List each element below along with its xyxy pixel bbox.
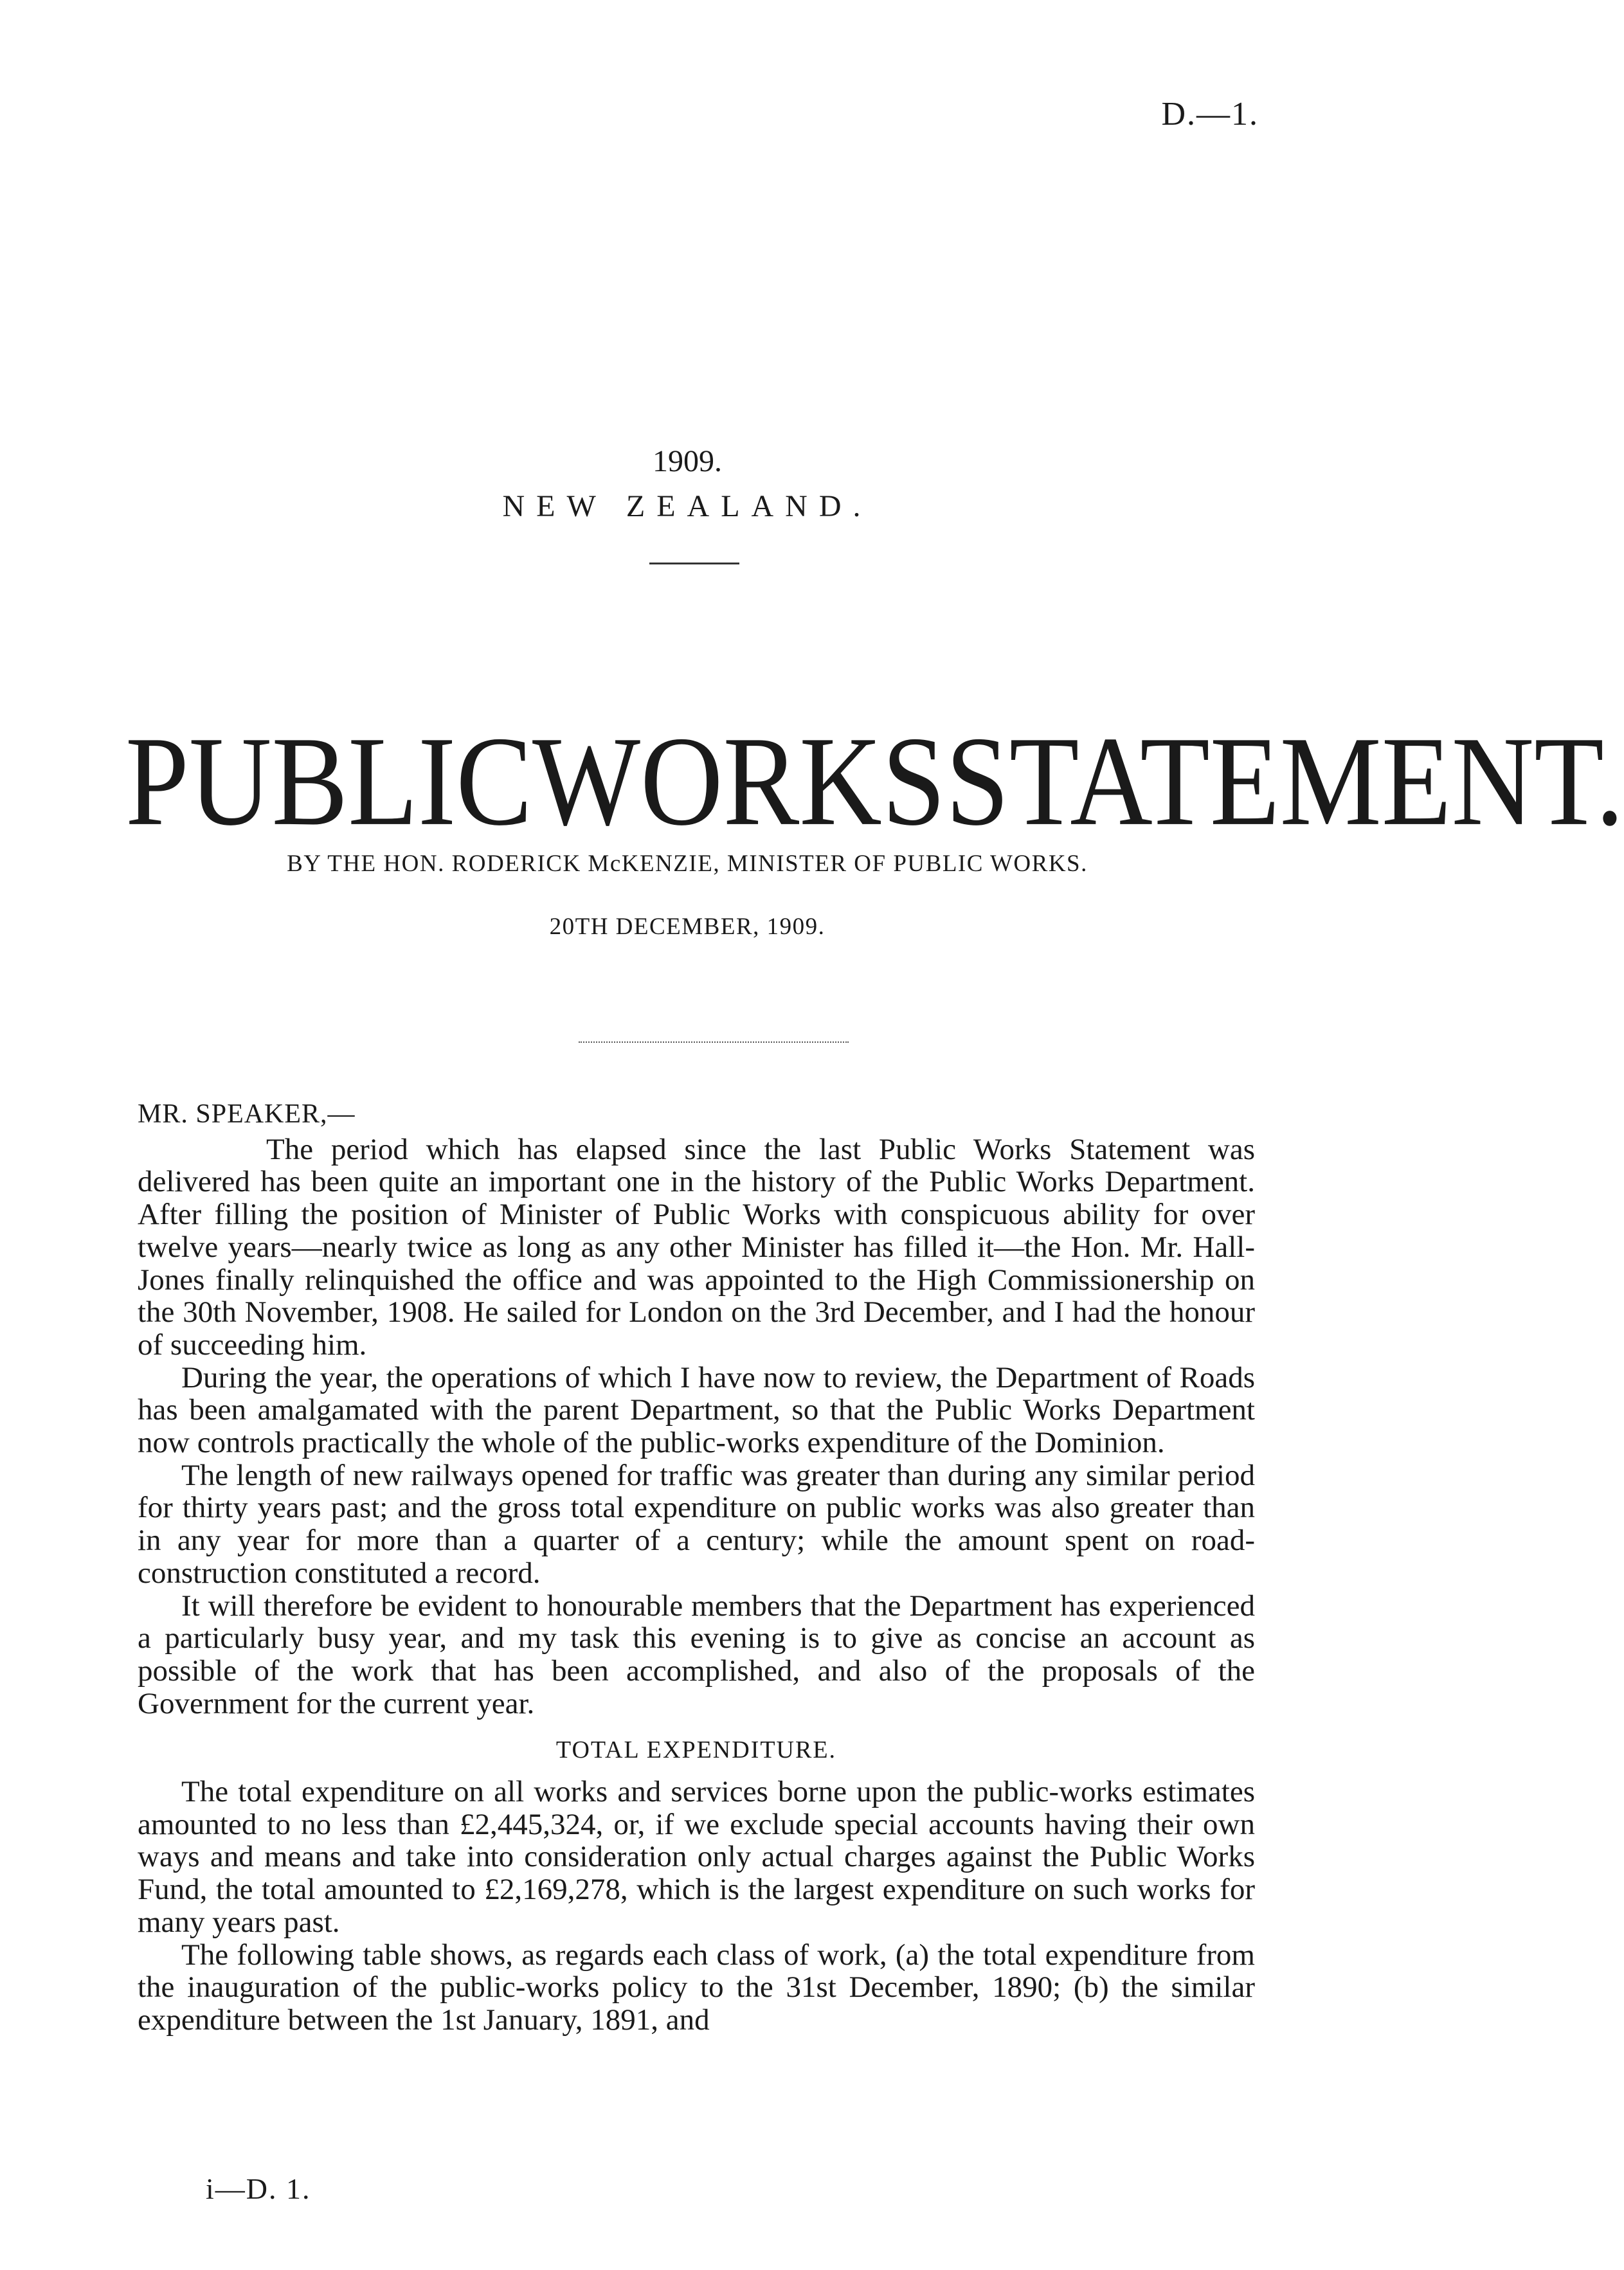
- title-word-statement: STATEMENT.: [945, 709, 1624, 852]
- salutation: MR. SPEAKER,—: [138, 1099, 356, 1129]
- title-word-public: PUBLIC: [125, 709, 532, 852]
- short-rule: [649, 563, 739, 564]
- main-title: [125, 709, 1624, 852]
- signature-mark: i—D. 1.: [206, 2172, 311, 2205]
- paragraph: The period which has elapsed since the last Public Works Statement was delivered has been quite an important one in the history of the Public Works Department. After filling the position of Minister of Public Works with conspicuous ability for over twelve years—nearly twice as long as any other Minister has filled it—the Hon. Mr. Hall-Jones finally relinquished the office and was appointed to the High Commissionership on the 30th November, 1908. He sailed for London on the 3rd December, and I had the honour of succeeding him.: [138, 1132, 1255, 1362]
- body-text: [138, 1098, 1255, 2037]
- country: NEW ZEALAND.: [502, 489, 872, 523]
- title-word-works: WORKS: [532, 709, 946, 852]
- paragraph: The following table shows, as regards each class of work, (a) the total expenditure from the inauguration of the public-works policy to the 31st December, 1890; (b) the similar expenditure between the 1st January, 1891, and: [138, 1938, 1255, 2037]
- paragraph: The total expenditure on all works and services borne upon the public-works estimates amounted to no less than £2,445,324, or, if we exclude special accounts having their own ways and means and take into consideration only actual charges against the Public Works Fund, the total amounted to £2,169,278, which is the largest expenditure on such works for many years past.: [138, 1775, 1255, 1939]
- paragraph: During the year, the operations of which I have now to review, the Department of Roads has been amalgamated with the parent Department, so that the Public Works Department now controls practically the whole of the public-works expenditure of the Dominion.: [138, 1360, 1255, 1460]
- section-heading: TOTAL EXPENDITURE.: [555, 1736, 837, 1764]
- date: 20TH DECEMBER, 1909.: [549, 914, 826, 940]
- dotted-rule: [579, 1041, 849, 1043]
- paragraph: It will therefore be evident to honourable members that the Department has experienced a particularly busy year, and my task this evening is to give as concise an account as possible of the work that has been accomplished, and also of the proposals of the Government for the current year.: [138, 1589, 1255, 1720]
- byline: BY THE HON. RODERICK McKENZIE, MINISTER OF PUBLIC WORKS.: [287, 851, 1088, 877]
- year: 1909.: [653, 444, 722, 478]
- paragraph: The length of new railways opened for traffic was greater than during any similar period for thirty years past; and the gross total expenditure on public works was also greater than in any year for more than a quarter of a century; while the amount spent on road-construction constituted a record.: [138, 1458, 1255, 1590]
- page-reference: D.—1.: [1161, 96, 1259, 132]
